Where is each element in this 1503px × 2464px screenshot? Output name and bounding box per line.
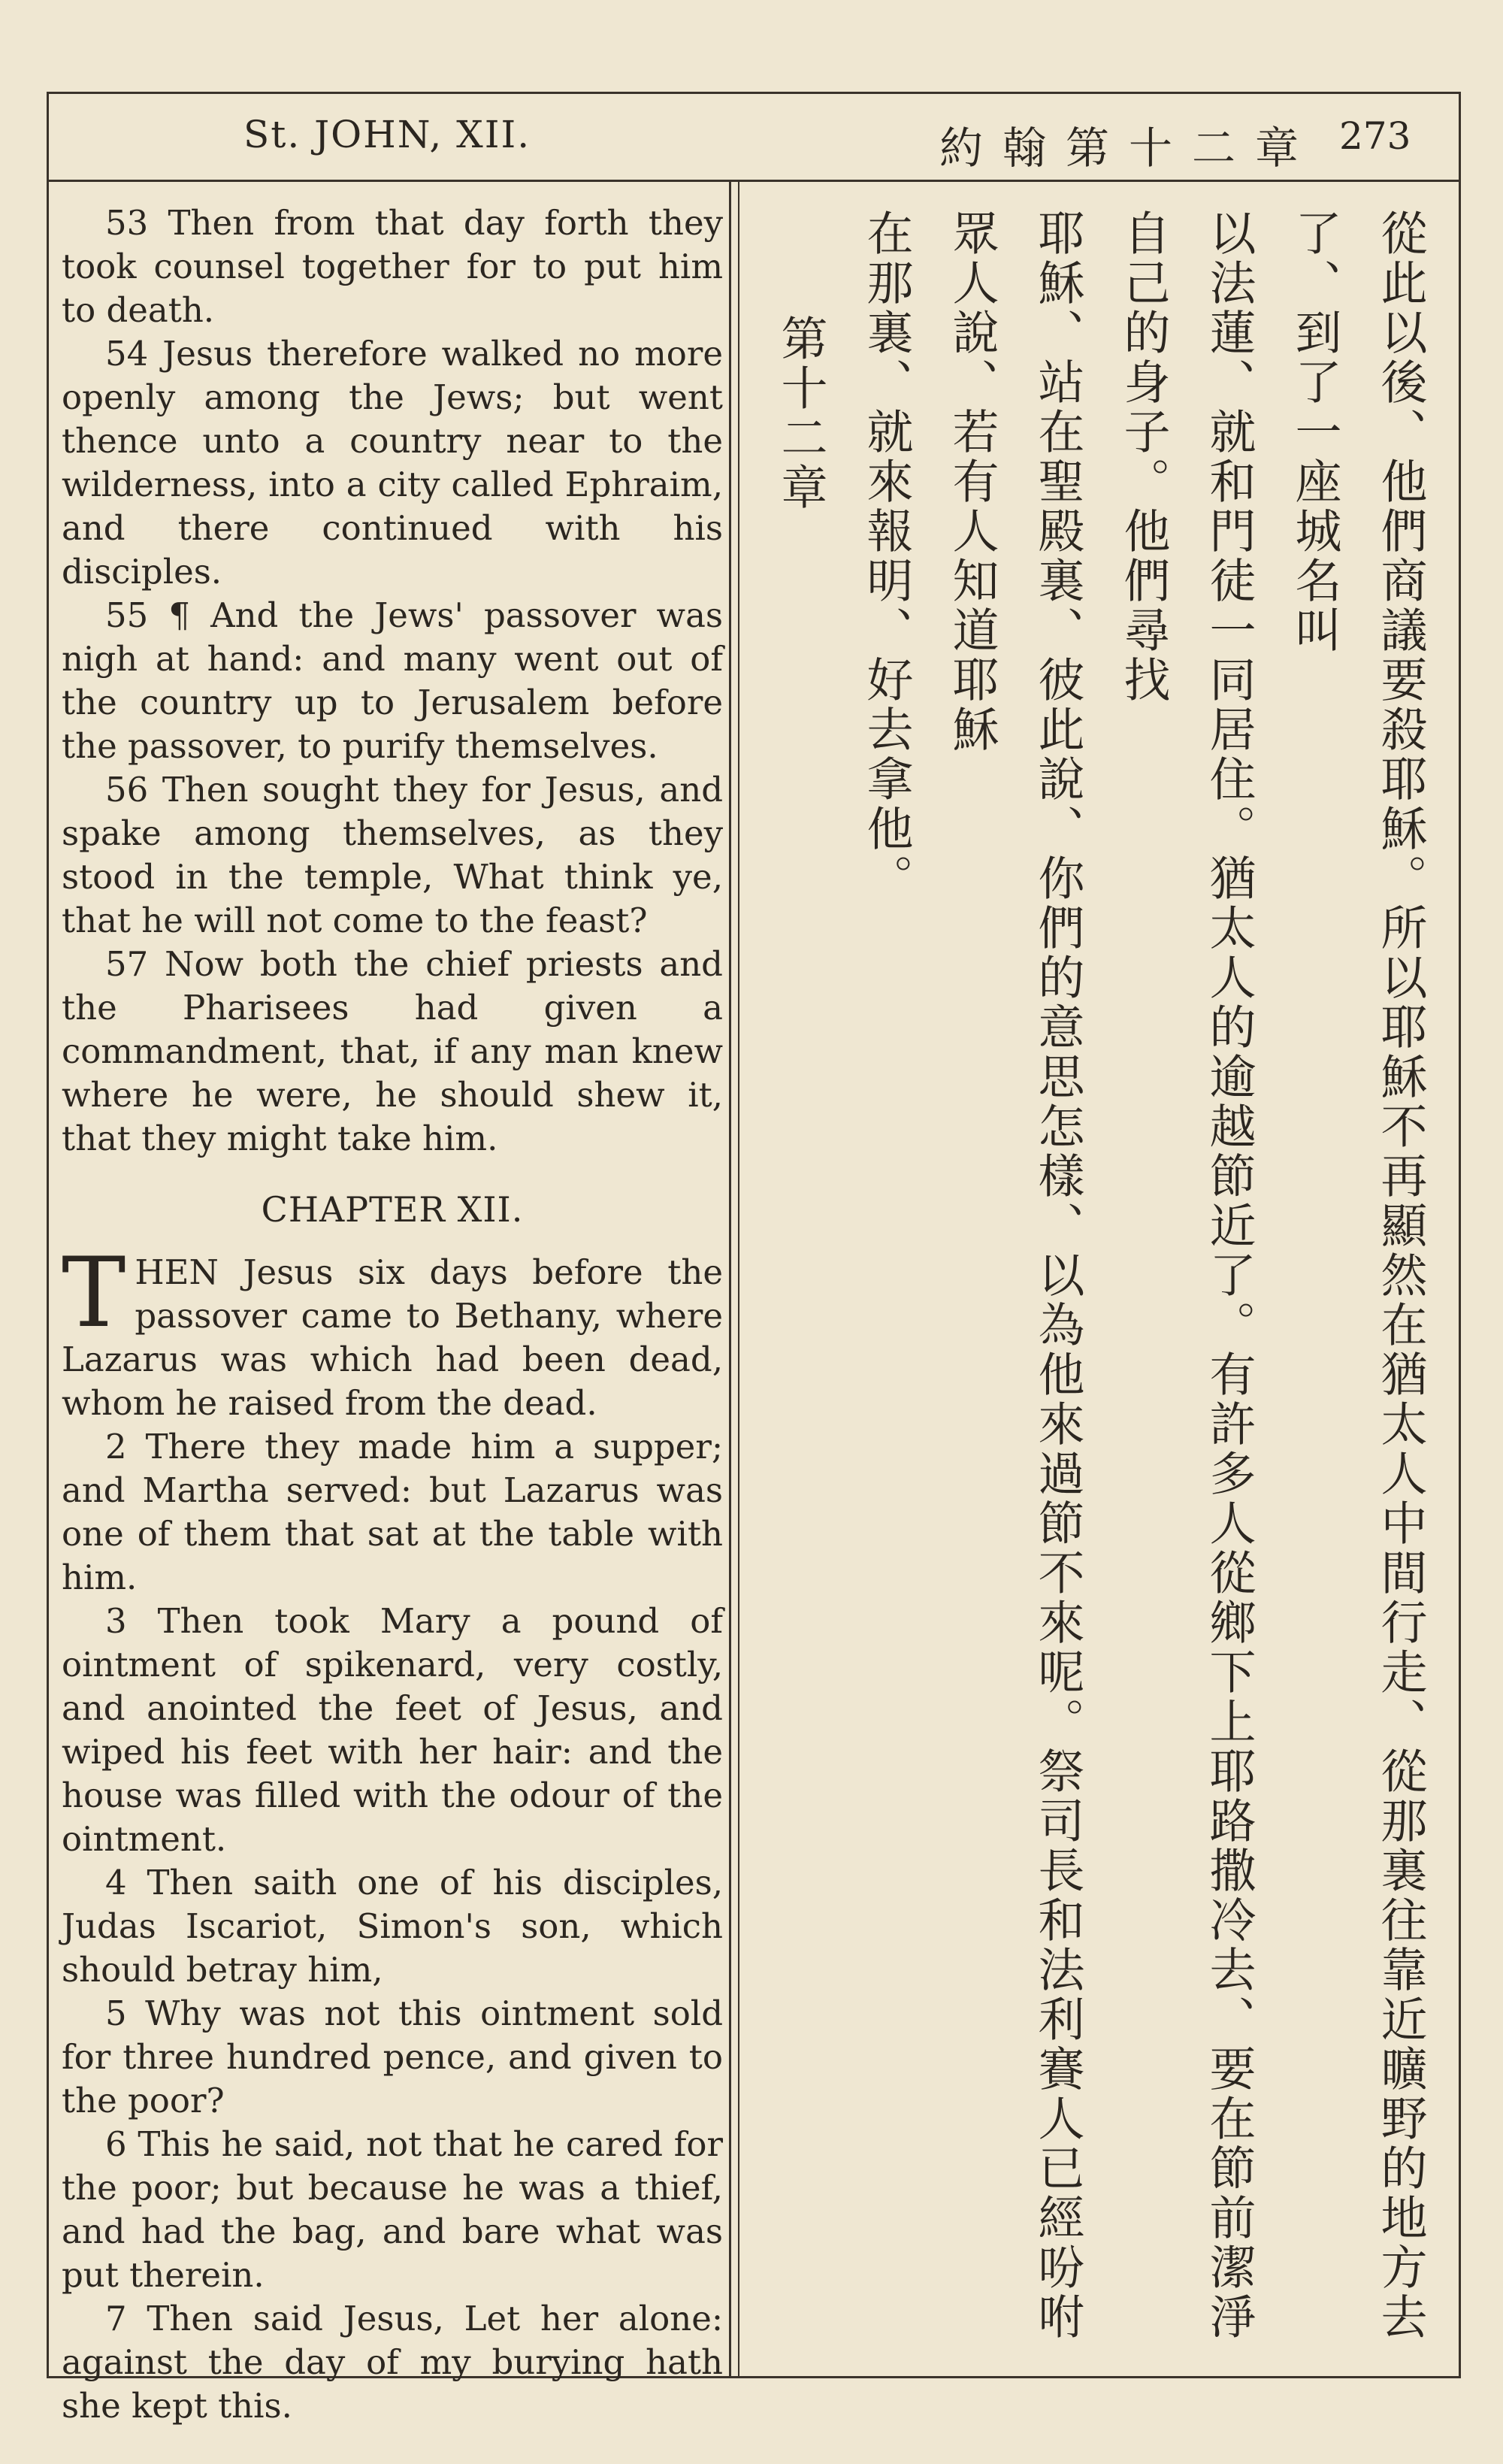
chinese-running-title: 約翰第十二章 [939, 123, 1319, 174]
chapter-heading: CHAPTER XII. [261, 1189, 524, 1230]
verse-paragraph: 6 This he said, not that he cared for the poor; but because he was a thief, and had the bag, and bare what was put therein. [62, 2124, 723, 2295]
page-number: 273 [1339, 114, 1411, 158]
chinese-text-column: 在那裏、就來報明、好去拿他。 [859, 209, 914, 904]
verse-paragraph: 55 ¶ And the Jews' passover was nigh at hand: and many went out of the country up to Jerusalem before the passover, to purify themselves. [62, 595, 723, 766]
chinese-text-column: 耶穌、站在聖殿裏、彼此說、你們的意思怎樣、以為他來過節不來呢。祭司長和法利賽人已經吩咐眾人說、若有人知道耶穌 [945, 209, 1085, 2342]
verse-paragraph: 4 Then saith one of his disciples, Judas Iscariot, Simon's son, which should betray him, [62, 1863, 723, 1990]
verse-paragraph: 53 Then from that day forth they took counsel together for to put him to death. [62, 203, 723, 330]
verse-paragraph: 3 Then took Mary a pound of ointment of spikenard, very costly, and anointed the feet of Jesus, and wiped his feet with her hair: and the house was filled with the odour of the ointment. [62, 1601, 723, 1859]
verse-paragraph: 5 Why was not this ointment sold for three hundred pence, and given to the poor? [62, 1993, 723, 2120]
verse-paragraph: 54 Jesus therefore walked no more openly among the Jews; but went thence unto a country near to the wilderness, into a city called Ephraim, and there continued with his disciples. [62, 334, 723, 592]
chinese-text-column: 從此以後、他們商議要殺耶穌。所以耶穌不再顯然在猶太人中間行走、從那裏往靠近曠野的地方去了、到了一座城名叫 [1287, 209, 1428, 2342]
page-header [47, 92, 1461, 182]
drop-cap: T [62, 1237, 126, 1349]
english-column [62, 201, 723, 2428]
english-running-title: St. JOHN, XII. [243, 113, 531, 156]
first-paragraph-text: HEN Jesus six days before the passover came to Bethany, where Lazarus was which had been dead, whom he raised from the dead. [62, 1252, 723, 1423]
chinese-text-column: 以法蓮、就和門徒一同居住。猶太人的逾越節近了。有許多人從鄉下上耶路撒冷去、要在節前潔淨自己的身子。他們尋找 [1116, 209, 1257, 2342]
verse-paragraph: 56 Then sought they for Jesus, and spake among themselves, as they stood in the temple, What think ye, that he will not come to the feast? [62, 770, 723, 940]
column-divider [729, 182, 731, 2378]
verse-paragraph: 2 There they made him a supper; and Martha served: but Lazarus was one of them that sat at the table with him. [62, 1427, 723, 1597]
column-divider-inner [738, 182, 739, 2378]
chapter-first-paragraph [62, 1237, 723, 1425]
verse-paragraph: 57 Now both the chief priests and the Pharisees had given a commandment, that, if any man knew where he were, he should shew it, that they might take him. [62, 944, 723, 1158]
verse-paragraph: 7 Then said Jesus, Let her alone: against the day of my burying hath she kept this. [62, 2299, 723, 2426]
chinese-column [759, 209, 1443, 2359]
chinese-chapter-label: 第十二章 [773, 314, 828, 513]
